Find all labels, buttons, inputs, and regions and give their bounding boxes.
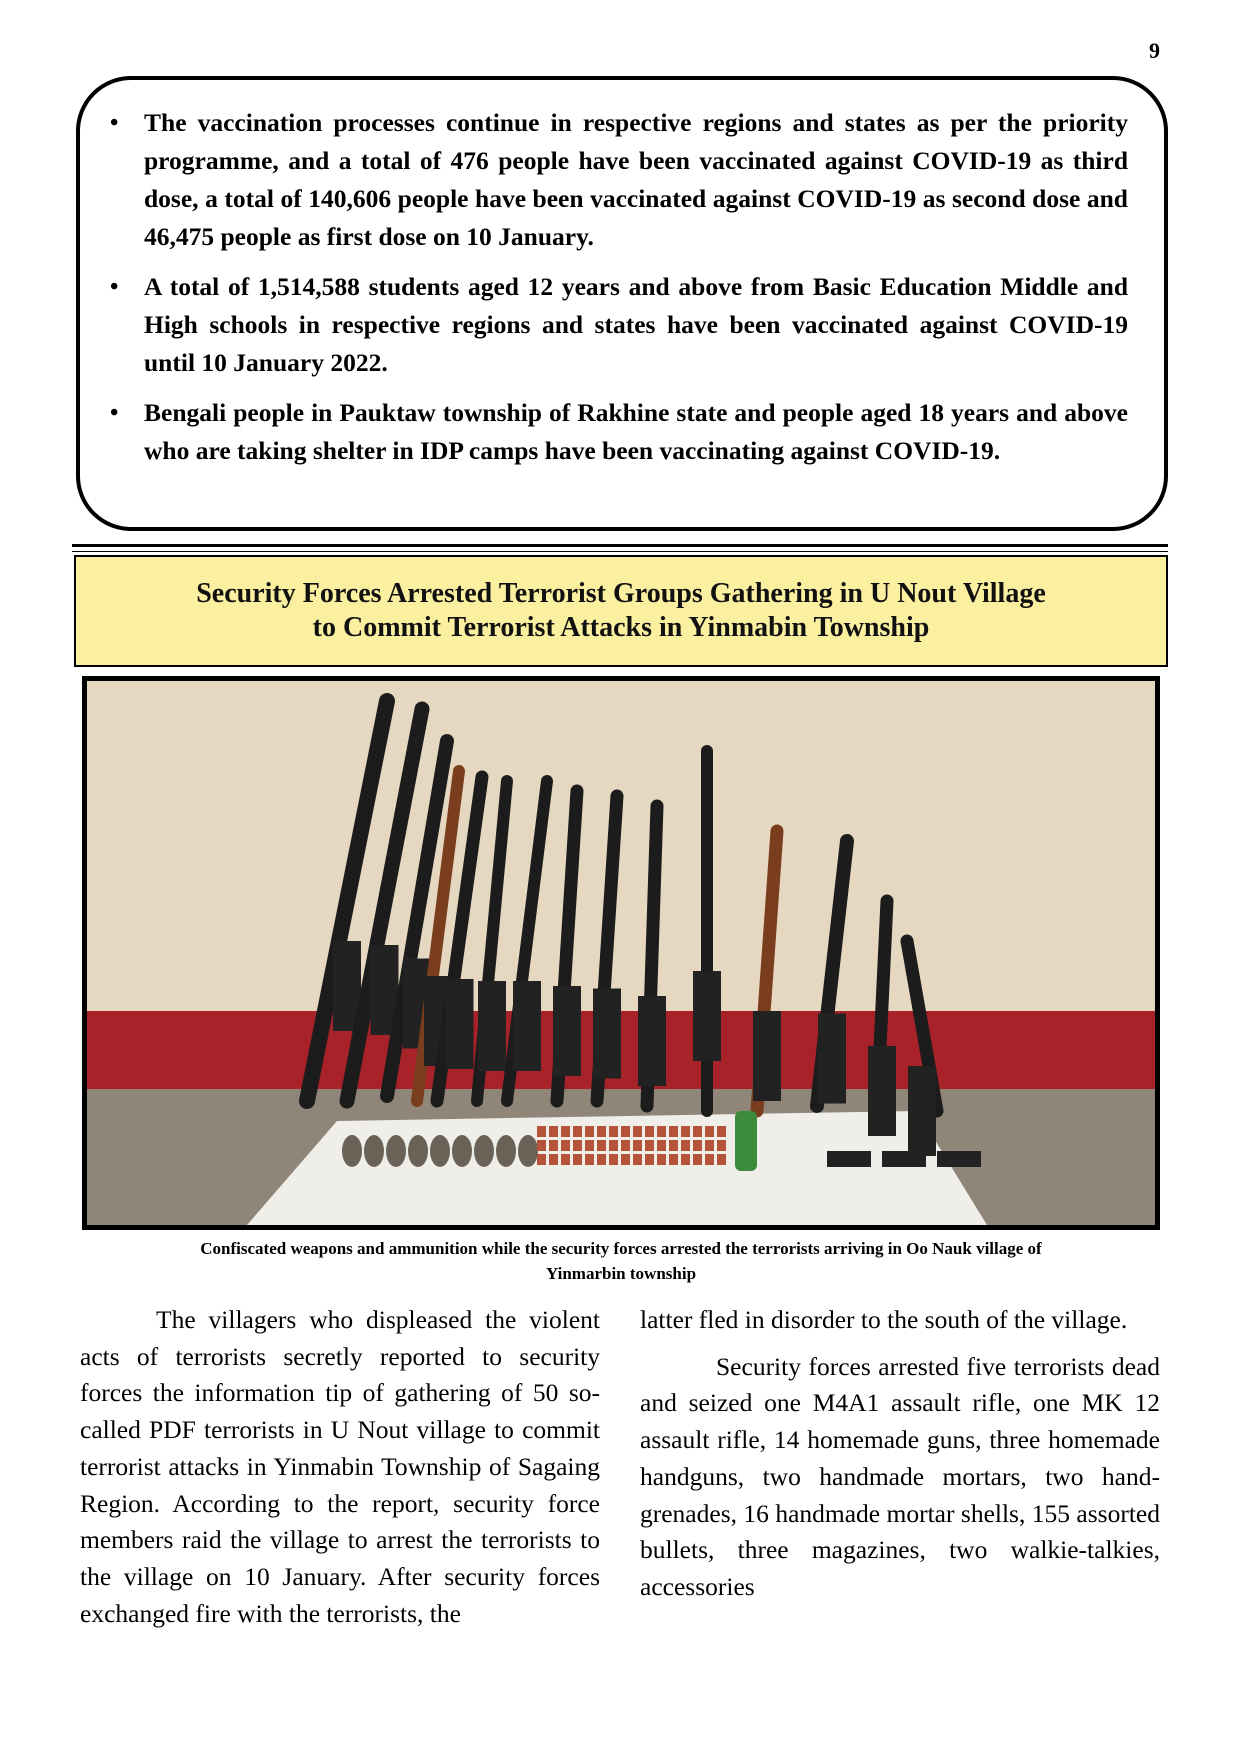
rifle-body-shape — [753, 1011, 781, 1101]
cartridge-shape — [669, 1140, 678, 1151]
mortar-shell-shape — [518, 1135, 538, 1167]
cartridge-shape — [693, 1140, 702, 1151]
bullet-item: • The vaccination processes continue in respective regions and states as per the priority programme, and a total of 476 people have been vaccinated against COVID-19 as third dose, a total of 140,606 people have been vaccinated against COVID-19 as second dose and 46,475 people as first dose on 10 January. — [108, 104, 1128, 256]
cartridge-shape — [657, 1154, 666, 1165]
cartridge-shape — [573, 1154, 582, 1165]
article-headline — [74, 555, 1168, 667]
mortar-shell-shape — [430, 1135, 450, 1167]
cartridge-shape — [609, 1154, 618, 1165]
article-paragraph: The villagers who displeased the violent acts of terrorists secretly reported to security forces the information tip of gathering of 50 so-called PDF terrorists in U Nout village to commit terrorist attacks in Yinmabin Township of Sagaing Region. According to the report, security force members raid the village to arrest the terrorists to the village on 10 January. After security forces exchanged fire with the terrorists, the — [80, 1305, 600, 1628]
vaccination-bullet-list — [108, 104, 1128, 470]
bottle-shape — [735, 1111, 757, 1171]
handgun-shape — [937, 1151, 981, 1167]
cartridge-shape — [633, 1154, 642, 1165]
bullet-item: • A total of 1,514,588 students aged 12 years and above from Basic Education Middle and High schools in respective regions and states have been vaccinated against COVID-19 until 10 January 2022. — [108, 268, 1128, 382]
cartridge-shape — [537, 1154, 546, 1165]
mortar-shell-shape — [386, 1135, 406, 1167]
cartridge-shape — [573, 1140, 582, 1151]
caption-line-1: Confiscated weapons and ammunition while the security forces arrested the terrorists arriving in Oo Nauk village of — [200, 1239, 1042, 1258]
cartridge-shape — [549, 1154, 558, 1165]
handgun-shape — [827, 1151, 871, 1167]
cartridge-shape — [633, 1140, 642, 1151]
rifle-body-shape — [513, 981, 541, 1071]
caption-line-2: Yinmarbin township — [545, 1264, 697, 1283]
rifle-body-shape — [818, 1014, 846, 1104]
cartridge-shape — [549, 1140, 558, 1151]
section-divider-thin — [72, 551, 1168, 552]
article-column-right — [640, 1302, 1160, 1606]
cartridge-shape — [645, 1126, 654, 1137]
rifle-body-shape — [593, 989, 621, 1079]
rifle-body-shape — [478, 981, 506, 1071]
cartridge-shape — [609, 1140, 618, 1151]
cartridge-shape — [621, 1140, 630, 1151]
cartridge-shape — [585, 1140, 594, 1151]
cartridge-shape — [669, 1126, 678, 1137]
vaccination-summary-box — [76, 76, 1168, 531]
mortar-shell-shape — [496, 1135, 516, 1167]
headline-line-2: to Commit Terrorist Attacks in Yinmabin Township — [312, 612, 930, 643]
rifle-body-shape — [553, 986, 581, 1076]
weapons-photo-illustration — [87, 681, 1155, 1225]
cartridge-shape — [717, 1154, 726, 1165]
cartridge-shape — [585, 1126, 594, 1137]
photo-caption — [80, 1236, 1162, 1286]
cartridge-shape — [597, 1126, 606, 1137]
cartridge-shape — [561, 1126, 570, 1137]
mortar-shell-shape — [408, 1135, 428, 1167]
mortar-shell-shape — [474, 1135, 494, 1167]
article-paragraph-continuation: latter fled in disorder to the south of the village. — [640, 1305, 1128, 1334]
cartridge-shape — [693, 1126, 702, 1137]
cartridge-shape — [657, 1126, 666, 1137]
headline-line-1: Security Forces Arrested Terrorist Groups Gathering in U Nout Village — [196, 578, 1046, 609]
handgun-shape — [882, 1151, 926, 1167]
cartridge-shape — [561, 1154, 570, 1165]
cartridge-shape — [705, 1154, 714, 1165]
cartridge-shape — [681, 1126, 690, 1137]
mortar-shell-shape — [364, 1135, 384, 1167]
cartridge-shape — [549, 1126, 558, 1137]
article-paragraph: Security forces arrested five terrorists dead and seized one M4A1 assault rifle, one MK 12 assault rifle, 14 homemade guns, three homemade handguns, two handmade mortars, two hand-grenades, 16 handmade mortar shells, 155 assorted bullets, three magazines, two walkie-talkies, accessories — [640, 1351, 1160, 1601]
mortar-shell-shape — [452, 1135, 472, 1167]
section-divider — [72, 544, 1168, 547]
rifle-body-shape — [693, 971, 721, 1061]
cartridge-shape — [597, 1140, 606, 1151]
cartridge-shape — [633, 1126, 642, 1137]
cartridge-shape — [669, 1154, 678, 1165]
rifle-body-shape — [868, 1046, 896, 1136]
cartridge-shape — [537, 1140, 546, 1151]
cartridge-shape — [705, 1126, 714, 1137]
mortar-shell-shape — [342, 1135, 362, 1167]
cartridge-shape — [681, 1154, 690, 1165]
cartridge-shape — [561, 1140, 570, 1151]
article-column-left — [80, 1302, 600, 1632]
bullet-item: • Bengali people in Pauktaw township of Rakhine state and people aged 18 years and above who are taking shelter in IDP camps have been vaccinating against COVID-19. — [108, 394, 1128, 470]
cartridge-shape — [537, 1126, 546, 1137]
cartridge-shape — [717, 1140, 726, 1151]
cartridge-shape — [705, 1140, 714, 1151]
rifle-body-shape — [446, 979, 474, 1069]
cartridge-shape — [657, 1140, 666, 1151]
cartridge-shape — [681, 1140, 690, 1151]
cartridge-shape — [621, 1154, 630, 1165]
cartridge-shape — [645, 1140, 654, 1151]
cartridge-shape — [585, 1154, 594, 1165]
rifle-body-shape — [638, 996, 666, 1086]
cartridge-shape — [609, 1126, 618, 1137]
rifle-body-shape — [908, 1066, 936, 1156]
cartridge-shape — [573, 1126, 582, 1137]
cartridge-shape — [645, 1154, 654, 1165]
cartridge-shape — [693, 1154, 702, 1165]
cartridge-shape — [621, 1126, 630, 1137]
cartridge-shape — [717, 1126, 726, 1137]
confiscated-weapons-photo — [82, 676, 1160, 1230]
page-number: 9 — [1149, 38, 1160, 63]
cartridge-shape — [597, 1154, 606, 1165]
